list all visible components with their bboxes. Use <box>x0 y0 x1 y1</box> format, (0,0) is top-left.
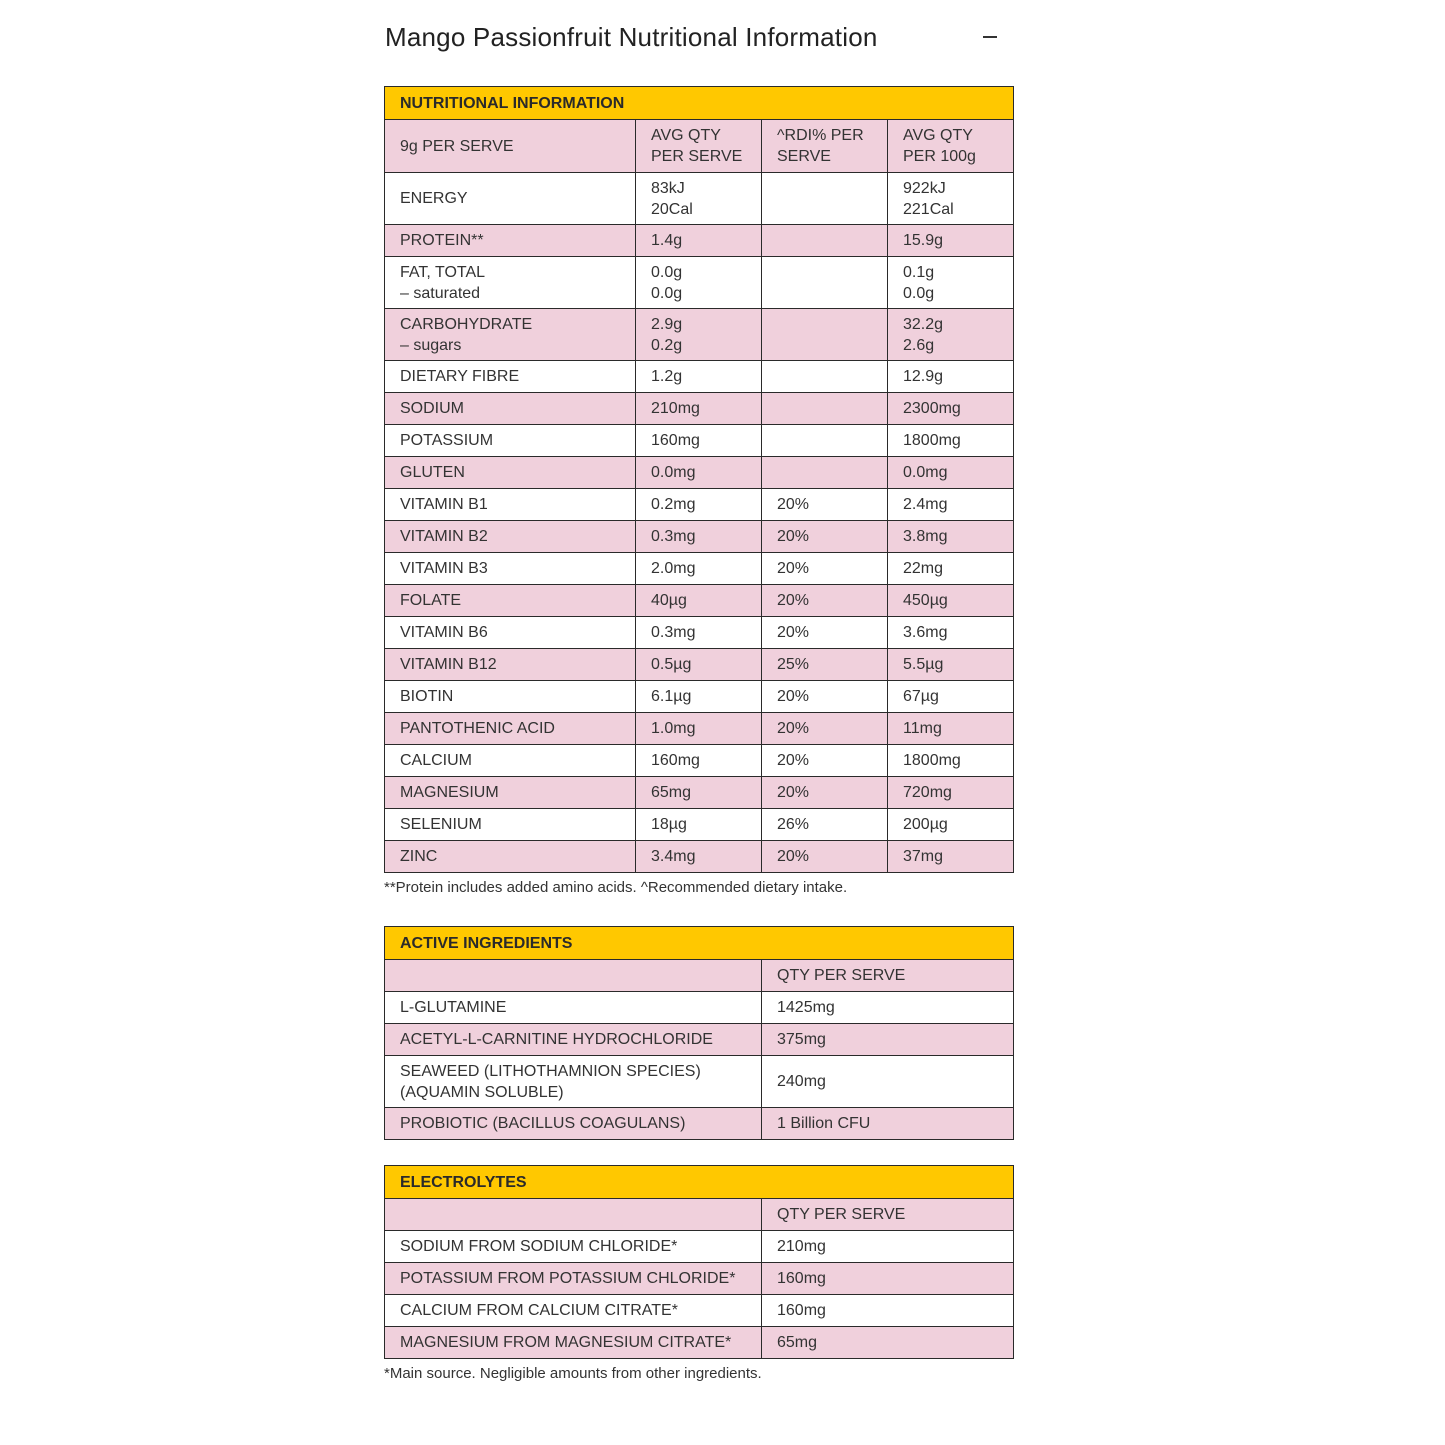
row-value <box>762 225 888 257</box>
nutrition-footnote: **Protein includes added amino acids. ^Recommended dietary intake. <box>384 879 848 896</box>
row-value: 20% <box>762 713 888 745</box>
row-value: 37mg <box>888 841 1014 873</box>
row-value: 20% <box>762 489 888 521</box>
row-value: 160mg <box>762 1263 1014 1295</box>
electrolytes-footnote: *Main source. Negligible amounts from other ingredients. <box>384 1365 762 1382</box>
active-heading: ACTIVE INGREDIENTS <box>385 927 1014 960</box>
table-row <box>385 585 1014 617</box>
table-row <box>385 1263 1014 1295</box>
active-rows <box>385 992 1014 1140</box>
table-row <box>385 1231 1014 1263</box>
column-header-empty <box>385 960 762 992</box>
column-header: ^RDI% PER SERVE <box>762 120 888 173</box>
table-row <box>385 553 1014 585</box>
row-label: FAT, TOTAL – saturated <box>385 257 636 309</box>
table-row <box>385 1056 1014 1108</box>
row-value <box>762 309 888 361</box>
nutrition-table <box>384 86 1014 873</box>
row-value: 20% <box>762 521 888 553</box>
row-value: 200µg <box>888 809 1014 841</box>
table-row <box>385 841 1014 873</box>
nutrition-rows <box>385 173 1014 873</box>
page-title: Mango Passionfruit Nutritional Information <box>385 22 878 52</box>
row-label: PROBIOTIC (BACILLUS COAGULANS) <box>385 1108 762 1140</box>
row-value: 2.9g 0.2g <box>636 309 762 361</box>
row-value: 375mg <box>762 1024 1014 1056</box>
row-value: 1.2g <box>636 361 762 393</box>
row-value: 1.0mg <box>636 713 762 745</box>
row-value <box>762 393 888 425</box>
table-row <box>385 489 1014 521</box>
row-value: 0.0g 0.0g <box>636 257 762 309</box>
table-row <box>385 309 1014 361</box>
row-value: 65mg <box>636 777 762 809</box>
row-value <box>762 457 888 489</box>
row-label: GLUTEN <box>385 457 636 489</box>
row-label: FOLATE <box>385 585 636 617</box>
row-label: MAGNESIUM FROM MAGNESIUM CITRATE* <box>385 1327 762 1359</box>
nutrition-panel <box>384 0 1014 1384</box>
row-value: 83kJ 20Cal <box>636 173 762 225</box>
row-value: 0.1g 0.0g <box>888 257 1014 309</box>
row-value: 0.2mg <box>636 489 762 521</box>
row-value: 160mg <box>762 1295 1014 1327</box>
row-label: SEAWEED (LITHOTHAMNION SPECIES) (AQUAMIN SOLUBLE) <box>385 1056 762 1108</box>
row-label: VITAMIN B3 <box>385 553 636 585</box>
row-value: 922kJ 221Cal <box>888 173 1014 225</box>
row-value: 67µg <box>888 681 1014 713</box>
row-value: 0.3mg <box>636 521 762 553</box>
row-value: 1 Billion CFU <box>762 1108 1014 1140</box>
row-label: MAGNESIUM <box>385 777 636 809</box>
column-header: AVG QTY PER SERVE <box>636 120 762 173</box>
row-value: 20% <box>762 745 888 777</box>
table-row <box>385 809 1014 841</box>
table-row <box>385 617 1014 649</box>
table-row <box>385 649 1014 681</box>
row-value: 11mg <box>888 713 1014 745</box>
row-value: 22mg <box>888 553 1014 585</box>
row-label: ZINC <box>385 841 636 873</box>
row-label: PROTEIN** <box>385 225 636 257</box>
electrolytes-heading: ELECTROLYTES <box>385 1166 1014 1199</box>
row-label: DIETARY FIBRE <box>385 361 636 393</box>
row-value: 450µg <box>888 585 1014 617</box>
row-value <box>762 425 888 457</box>
row-label: CALCIUM <box>385 745 636 777</box>
accordion-header[interactable] <box>384 0 1014 86</box>
row-value <box>762 257 888 309</box>
row-value: 3.4mg <box>636 841 762 873</box>
row-label: CARBOHYDRATE – sugars <box>385 309 636 361</box>
row-label: POTASSIUM <box>385 425 636 457</box>
row-value: 1425mg <box>762 992 1014 1024</box>
table-row <box>385 777 1014 809</box>
row-value: 0.5µg <box>636 649 762 681</box>
active-column-headers <box>385 960 1014 992</box>
table-row <box>385 361 1014 393</box>
row-label: VITAMIN B12 <box>385 649 636 681</box>
row-value: 2.4mg <box>888 489 1014 521</box>
row-value: 65mg <box>762 1327 1014 1359</box>
row-value: 20% <box>762 681 888 713</box>
column-header: 9g PER SERVE <box>385 120 636 173</box>
row-value: 240mg <box>762 1056 1014 1108</box>
table-row <box>385 457 1014 489</box>
row-value: 1800mg <box>888 745 1014 777</box>
row-value: 3.8mg <box>888 521 1014 553</box>
table-row <box>385 1108 1014 1140</box>
column-header-empty <box>385 1199 762 1231</box>
row-label: SODIUM FROM SODIUM CHLORIDE* <box>385 1231 762 1263</box>
table-row <box>385 713 1014 745</box>
row-value: 0.0mg <box>636 457 762 489</box>
table-row <box>385 992 1014 1024</box>
electrolytes-column-headers <box>385 1199 1014 1231</box>
row-label: ACETYL-L-CARNITINE HYDROCHLORIDE <box>385 1024 762 1056</box>
row-value: 18µg <box>636 809 762 841</box>
row-value: 26% <box>762 809 888 841</box>
row-label: POTASSIUM FROM POTASSIUM CHLORIDE* <box>385 1263 762 1295</box>
collapse-icon[interactable] <box>980 22 1000 52</box>
row-value: 0.0mg <box>888 457 1014 489</box>
row-label: L-GLUTAMINE <box>385 992 762 1024</box>
table-row <box>385 681 1014 713</box>
row-value: 210mg <box>762 1231 1014 1263</box>
table-row <box>385 257 1014 309</box>
row-value: 6.1µg <box>636 681 762 713</box>
electrolytes-table <box>384 1165 1014 1359</box>
row-value: 160mg <box>636 425 762 457</box>
row-label: SODIUM <box>385 393 636 425</box>
nutrition-column-headers <box>385 120 1014 173</box>
row-value: 20% <box>762 841 888 873</box>
table-row <box>385 1024 1014 1056</box>
row-value: 20% <box>762 553 888 585</box>
row-value: 2.0mg <box>636 553 762 585</box>
row-label: VITAMIN B2 <box>385 521 636 553</box>
row-value: 210mg <box>636 393 762 425</box>
row-value <box>762 173 888 225</box>
nutrition-heading: NUTRITIONAL INFORMATION <box>385 87 1014 120</box>
column-header: QTY PER SERVE <box>762 1199 1014 1231</box>
row-label: BIOTIN <box>385 681 636 713</box>
row-label: PANTOTHENIC ACID <box>385 713 636 745</box>
row-value: 32.2g 2.6g <box>888 309 1014 361</box>
row-value: 160mg <box>636 745 762 777</box>
row-value: 20% <box>762 777 888 809</box>
row-value <box>762 361 888 393</box>
table-row <box>385 745 1014 777</box>
row-value: 720mg <box>888 777 1014 809</box>
row-label: VITAMIN B1 <box>385 489 636 521</box>
row-value: 0.3mg <box>636 617 762 649</box>
column-header: QTY PER SERVE <box>762 960 1014 992</box>
table-row <box>385 1295 1014 1327</box>
row-value: 20% <box>762 585 888 617</box>
table-row <box>385 225 1014 257</box>
row-value: 15.9g <box>888 225 1014 257</box>
row-value: 1.4g <box>636 225 762 257</box>
row-label: VITAMIN B6 <box>385 617 636 649</box>
column-header: AVG QTY PER 100g <box>888 120 1014 173</box>
row-value: 20% <box>762 617 888 649</box>
row-value: 2300mg <box>888 393 1014 425</box>
table-row <box>385 521 1014 553</box>
row-label: SELENIUM <box>385 809 636 841</box>
row-value: 12.9g <box>888 361 1014 393</box>
table-row <box>385 1327 1014 1359</box>
electrolytes-rows <box>385 1231 1014 1359</box>
row-value: 5.5µg <box>888 649 1014 681</box>
row-value: 40µg <box>636 585 762 617</box>
row-value: 1800mg <box>888 425 1014 457</box>
row-label: CALCIUM FROM CALCIUM CITRATE* <box>385 1295 762 1327</box>
table-row <box>385 425 1014 457</box>
table-row <box>385 393 1014 425</box>
active-ingredients-table <box>384 926 1014 1140</box>
row-label: ENERGY <box>385 173 636 225</box>
table-row <box>385 173 1014 225</box>
row-value: 3.6mg <box>888 617 1014 649</box>
row-value: 25% <box>762 649 888 681</box>
